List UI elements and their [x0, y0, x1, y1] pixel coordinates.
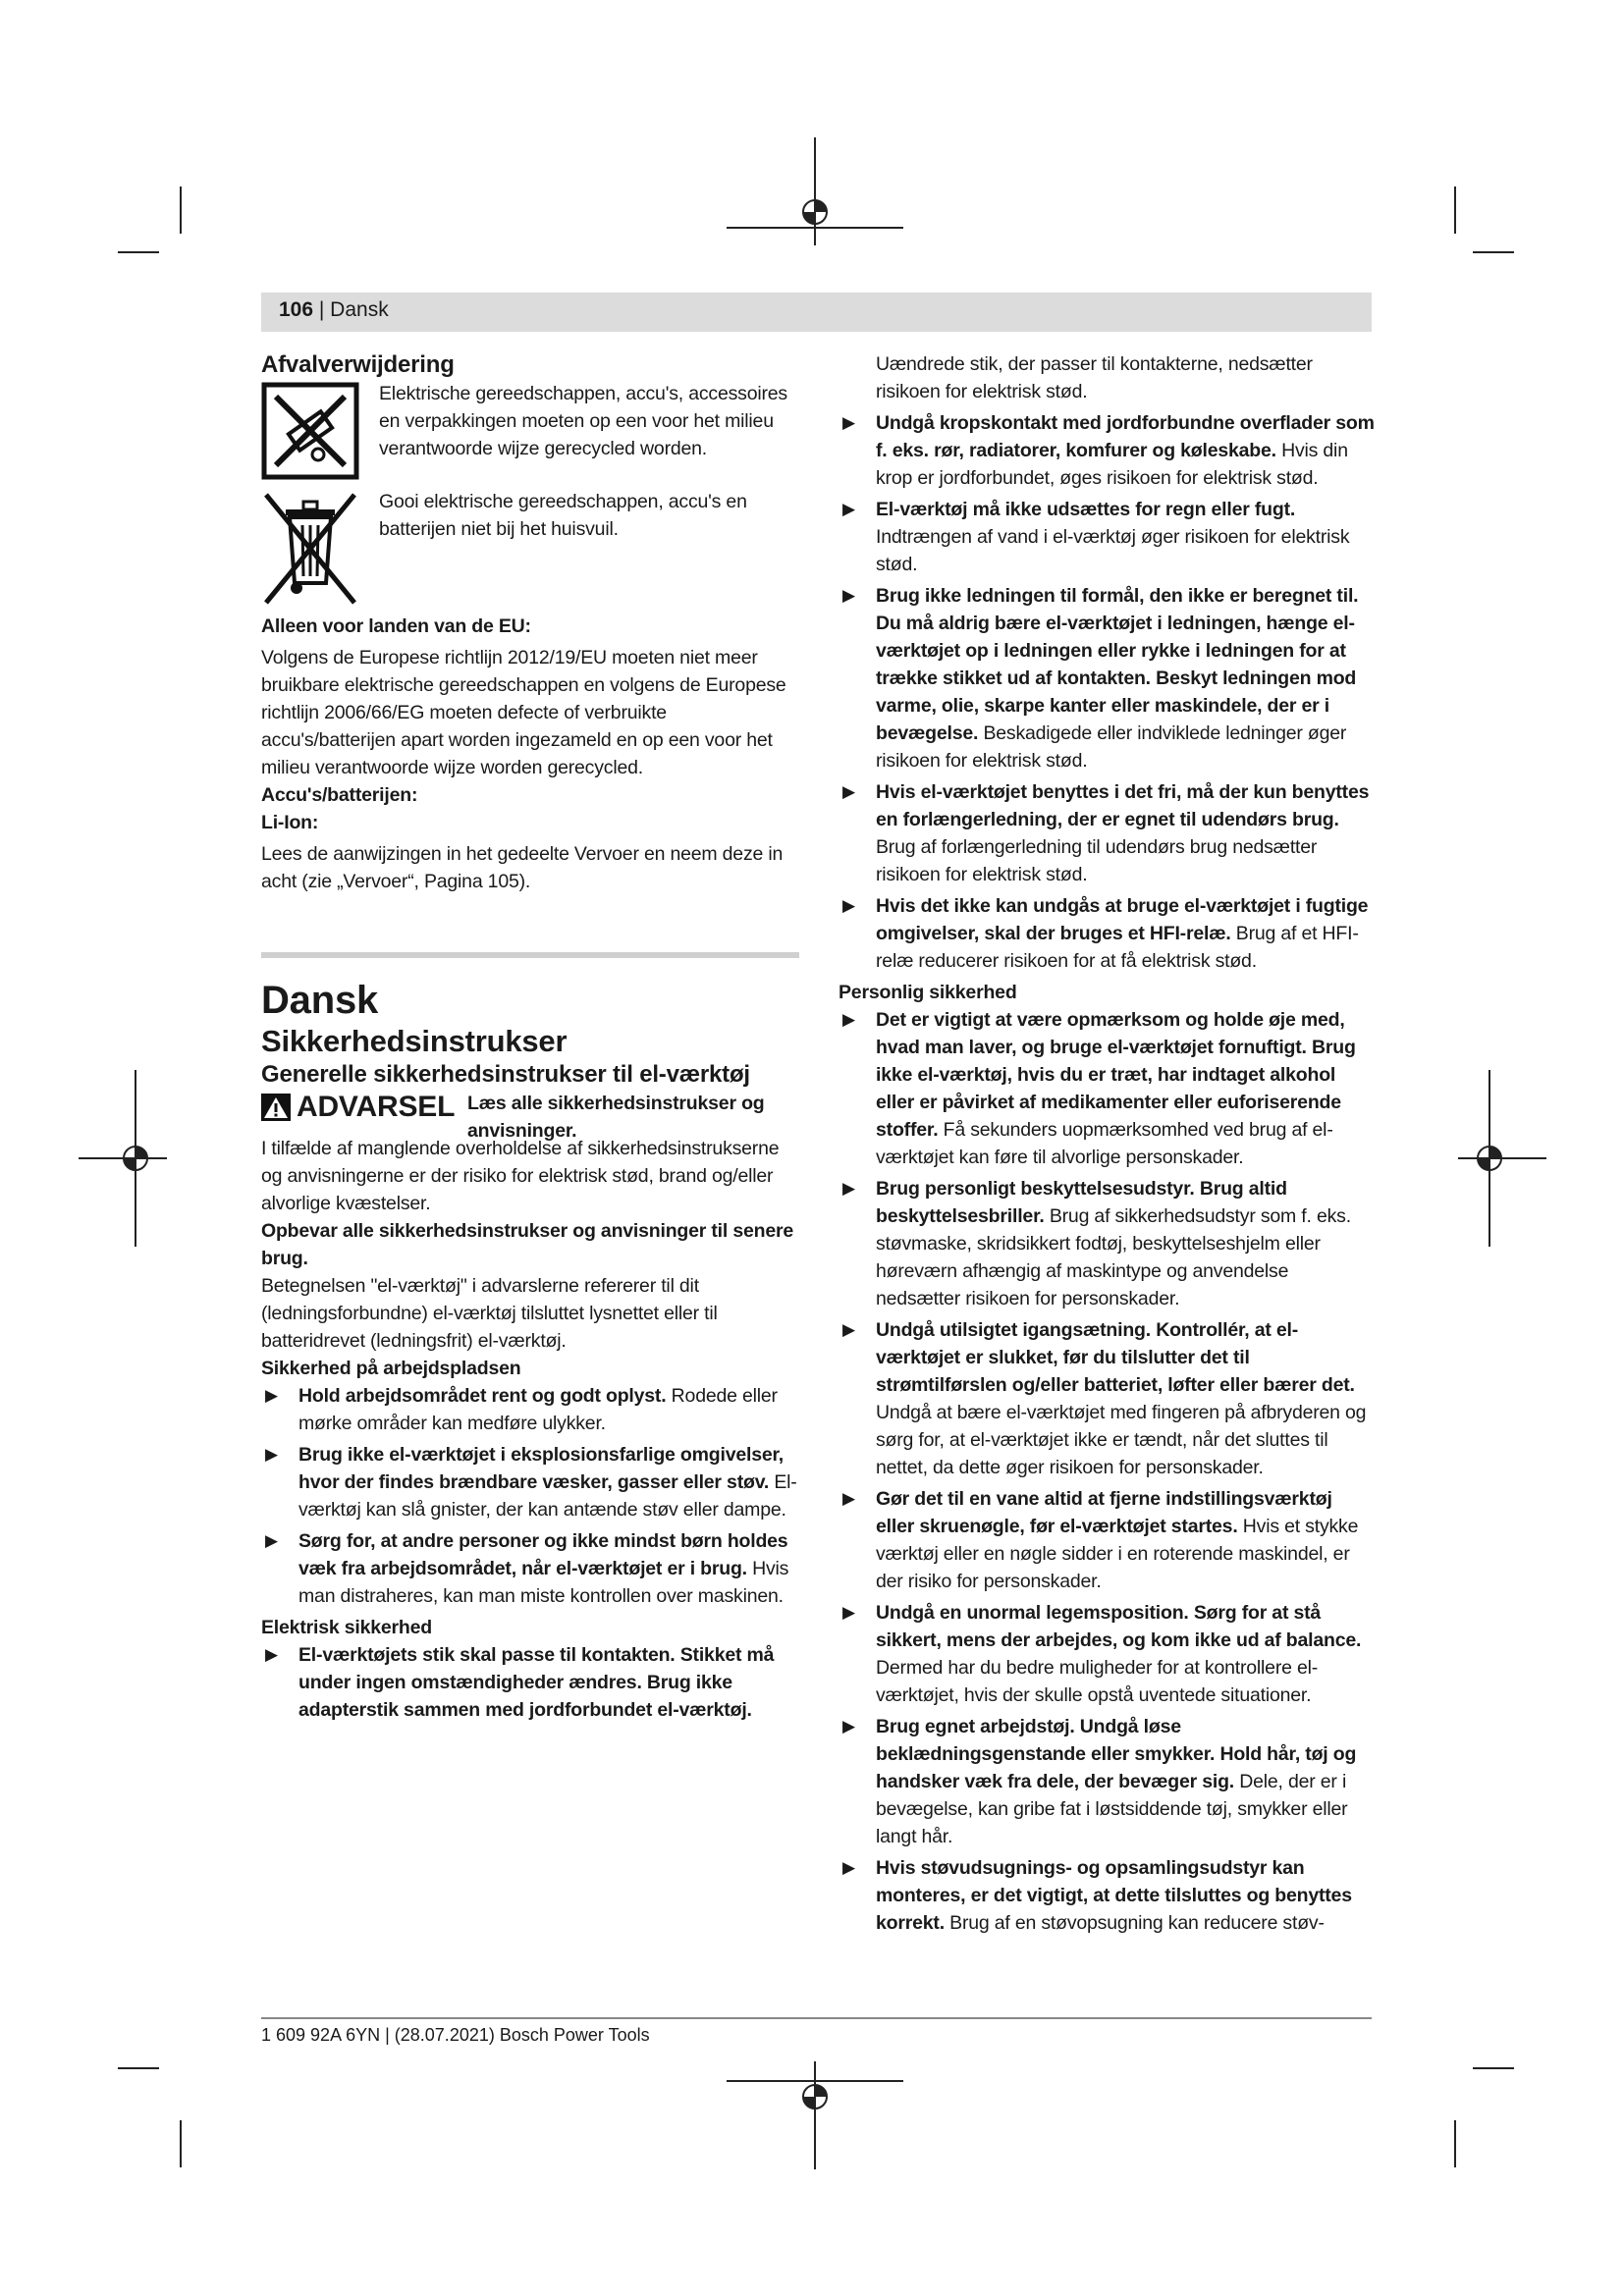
crop-mark [118, 2067, 159, 2069]
registration-mark-left [79, 1070, 167, 1247]
list-item: ▶ Det er vigtigt at være opmærksom og holde øje med, hvad man laver, og bruge el-værktøjet fornuftigt. Brug ikke el-værktøj, hvis du er træt, har indtaget alkohol eller er påvirket af medikamenter eller euforiserende stoffer. Få sekunders uopmærksomhed ved brug af el-værktøjet kan føre til alvorlige personskader. [842, 1009, 1356, 1168]
language-heading: Dansk [261, 979, 379, 1022]
right-column [839, 350, 1375, 1941]
warning-triangle-icon [261, 1094, 291, 1121]
batteries-title: Accu's/batterijen: [261, 784, 418, 806]
workplace-title: Sikkerhed på arbejdspladsen [261, 1358, 521, 1379]
list-item: ▶ Brug ikke ledningen til formål, den ikke er beregnet til. Du må aldrig bære el-værktøjet i ledningen, hænge el-værktøjet op i ledningen eller rykke i ledningen for at trække stikket ud af kontakten. Beskyt ledningen mod varme, olie, skarpe kanter eller maskindele, der er i bevægelse. Beskadigede eller indviklede ledninger øger risikoen for elektrisk stød. [842, 585, 1359, 772]
personal-safety-title: Personlig sikkerhed [839, 982, 1017, 1003]
term-definition: Betegnelsen "el-værktøj" i advarslerne refererer til dit (ledningsforbundne) el-værktøj tilsluttet lysnettet eller til batteridrevet (ledningsfrit) el-værktøj. [261, 1275, 718, 1352]
list-item: ▶ Undgå en unormal legemsposition. Sørg for at stå sikkert, mens der arbejdes, og kom ikke ud af balance. Dermed har du bedre muligheder for at kontrollere el-værktøjet, hvis der skulle opstå uventede situationer. [842, 1602, 1362, 1706]
keep-instructions: Opbevar alle sikkerhedsinstrukser og anvisninger til senere brug. [261, 1220, 794, 1269]
crop-mark [1473, 251, 1514, 253]
list-item: ▶ Sørg for, at andre personer og ikke mindst børn holdes væk fra arbejdsområdet, når el-værktøjet er i brug. Hvis man distraheres, kan man miste kontrollen over maskinen. [265, 1530, 789, 1607]
disposal-text-1: Elektrische gereedschappen, accu's, accessoires en verpakkingen moeten op een voor het milieu verantwoorde wijze gerecycled worden. [379, 383, 787, 459]
crop-mark [1454, 187, 1456, 234]
page-footer: 1 609 92A 6YN | (28.07.2021) Bosch Power Tools [261, 2025, 650, 2045]
list-item: ▶ Hold arbejdsområdet rent og godt oplyst. Rodede eller mørke områder kan medføre ulykker. [265, 1385, 778, 1434]
registration-mark-bottom [727, 2061, 903, 2179]
page-number: 106 [279, 298, 314, 321]
warning-bold: Læs alle sikkerhedsinstrukser og anvisninger. [467, 1093, 765, 1142]
crop-mark [1473, 2067, 1514, 2069]
liion-text: Lees de aanwijzingen in het gedeelte Vervoer en neem deze in acht (zie „Vervoer“, Pagina 105). [261, 843, 784, 892]
page-header: 106 | Dansk [261, 293, 1372, 332]
list-item: ▶ Brug egnet arbejdstøj. Undgå løse beklædningsgenstande eller smykker. Hold hår, tøj og handsker væk fra dele, der bevæger sig. Dele, der er i bevægelse, kan gribe fat i løstsiddende tøj, smykker eller langt hår. [842, 1716, 1357, 1847]
registration-mark-right [1458, 1070, 1546, 1247]
safety-heading: Sikkerhedsinstrukser [261, 1024, 568, 1058]
warning-label: ADVARSEL [297, 1091, 456, 1123]
warning-badge [261, 1091, 456, 1123]
list-item: ▶ El-værktøjets stik skal passe til kontakten. Stikket må under ingen omstændigheder ændres. Brug ikke adapterstik sammen med jordforbundet el-værktøj. [265, 1644, 775, 1721]
registration-mark-top [727, 137, 903, 255]
list-item: ▶ Brug personligt beskyttelsesudstyr. Brug altid beskyttelsesbriller. Brug af sikkerhedsudstyr som f. eks. støvmaske, skridsikkert fodtøj, beskyttelseshjelm eller høreværn afhængig af maskintype og anvendelse nedsætter risikoen for personskader. [842, 1178, 1351, 1309]
section-divider [261, 952, 799, 958]
list-item: ▶ Gør det til en vane altid at fjerne indstillingsværktøj eller skruenøgle, før el-værktøjet startes. Hvis et stykke værktøj eller en nøgle sidder i en roterende maskindel, er der risiko for personskader. [842, 1488, 1359, 1592]
eu-text: Volgens de Europese richtlijn 2012/19/EU moeten niet meer bruikbare elektrische gereedschappen en volgens de Europese richtlijn 2006/66/EG moeten defecte of verbruikte accu's/batterijen apart worden ingezameld en op een voor het milieu verantwoorde wijze worden gerecycled. [261, 647, 786, 778]
list-item: ▶ Brug ikke el-værktøjet i eksplosionsfarlige omgivelser, hvor der findes brændbare væsker, gasser eller støv. El-værktøj kan slå gnister, der kan antænde støv eller dampe. [265, 1444, 797, 1521]
continued-text: Uændrede stik, der passer til kontakterne, nedsætter risikoen for elektrisk stød. [876, 353, 1313, 402]
crop-mark [1454, 2120, 1456, 2167]
list-item: ▶ Hvis el-værktøjet benyttes i det fri, må der kun benyttes en forlængerledning, der er egnet til udendørs brug. Brug af forlængerledning til udendørs brug nedsætter risikoen for elektrisk stød. [842, 781, 1370, 885]
header-section: Dansk [330, 298, 389, 321]
disposal-text-2: Gooi elektrische gereedschappen, accu's en batterijen niet bij het huisvuil. [379, 491, 747, 540]
electrical-title: Elektrisk sikkerhed [261, 1617, 432, 1638]
electrical-list [839, 409, 1375, 975]
list-item: ▶ Hvis det ikke kan undgås at bruge el-værktøjet i fugtige omgivelser, skal der bruges et HFI-relæ. Brug af et HFI-relæ reducerer risikoen for at få elektrisk stød. [842, 895, 1369, 972]
no-tools-in-bin-icon [261, 382, 359, 488]
list-item: ▶ Undgå utilsigtet igangsætning. Kontrollér, at el-værktøjet er slukket, før du tilslutter det til strømtilførslen og/eller batteriet, løfter eller bærer det. Undgå at bære el-værktøjet med fingeren på afbryderen og sørg for, at el-værktøjet ikke er tændt, når det sluttes til nettet, da dette øger risikoen for personskader. [842, 1319, 1367, 1478]
crossed-bin-icon [261, 490, 359, 615]
disposal-title: Afvalverwijdering [261, 351, 455, 378]
crop-mark [180, 2120, 182, 2167]
crop-mark [118, 251, 159, 253]
list-item: ▶ El-værktøj må ikke udsættes for regn eller fugt. Indtrængen af vand i el-værktøj øger risikoen for elektrisk stød. [842, 499, 1350, 575]
left-column [261, 350, 799, 1728]
list-item: ▶ Undgå kropskontakt med jordforbundne overflader som f. eks. rør, radiatorer, komfurer og køleskabe. Hvis din krop er jordforbundet, øges risikoen for elektrisk stød. [842, 412, 1375, 489]
eu-title: Alleen voor landen van de EU: [261, 615, 531, 637]
crop-mark [180, 187, 182, 234]
general-safety-heading: Generelle sikkerhedsinstrukser til el-værktøj [261, 1061, 750, 1088]
personal-list [839, 1006, 1375, 1937]
warning-text: I tilfælde af manglende overholdelse af sikkerhedsinstrukserne og anvisningerne er der risiko for elektrisk stød, brand og/eller alvorlige kvæstelser. [261, 1138, 780, 1214]
list-item: ▶ Hvis støvudsugnings- og opsamlingsudstyr kan monteres, er det vigtigt, at dette tilsluttes og benyttes korrekt. Brug af en støvopsugning kan reducere støv- [842, 1857, 1352, 1934]
footer-rule [261, 2017, 1372, 2019]
liion-title: Li-Ion: [261, 812, 319, 833]
workplace-list [261, 1382, 799, 1610]
